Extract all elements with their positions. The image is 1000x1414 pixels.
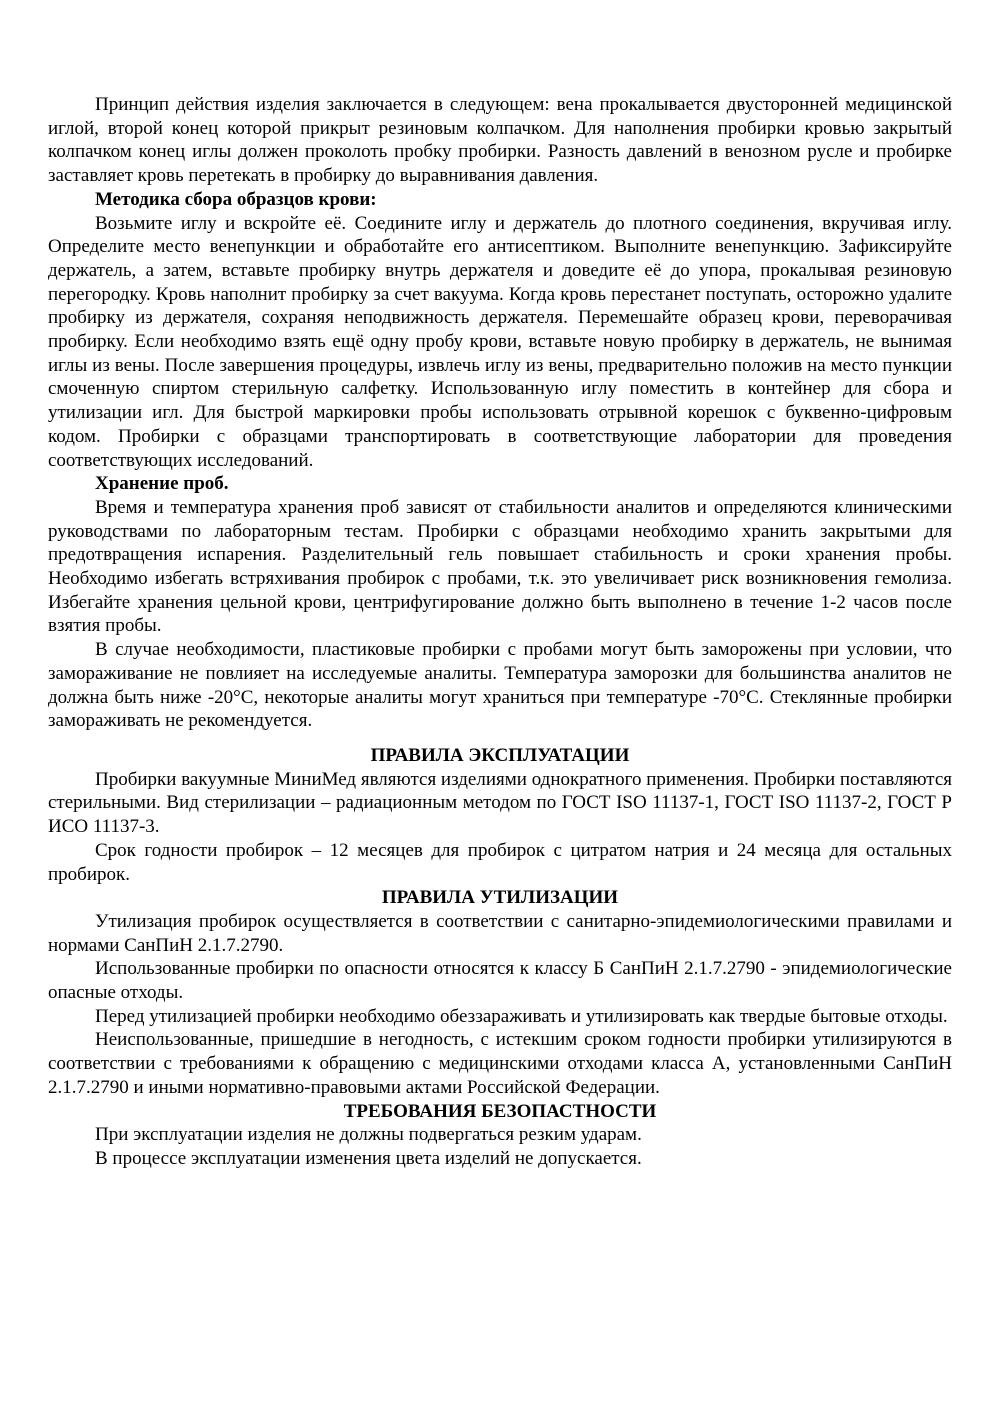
paragraph-single-use-sterilization: Пробирки вакуумные МиниМед являются изделиями однократного применения. Пробирки поставляются стерильными. Вид стерилизации – радиационным методом по ГОСТ ISO 11137-1, ГОСТ ISO 11137-2, ГОСТ Р ИСО 11137-3. [48,768,953,838]
paragraph-shelf-life: Срок годности пробирок – 12 месяцев для пробирок с цитратом натрия и 24 месяца для остальных пробирок. [48,839,952,885]
paragraph-storage-conditions: Время и температура хранения проб зависят от стабильности аналитов и определяются клиническими руководствами по лабораторным тестам. Пробирки с образцами необходимо хранить закрытыми для предотвращения испарения. Разделительный гель повышает стабильность и сроки хранения пробы. Необходимо избегать встряхивания пробирок с пробами, т.к. это увеличивает риск возникновения гемолиза. Избегайте хранения цельной крови, центрифугирование должно быть выполнено в течение 1-2 часов после взятия пробы. [48,496,952,637]
paragraph-no-sharp-impacts: При эксплуатации изделия не должны подвергаться резким ударам. [95,1124,642,1146]
heading-blood-sampling-method: Методика сбора образцов крови: [95,188,377,210]
heading-disposal-rules: ПРАВИЛА УТИЛИЗАЦИИ [381,887,619,909]
paragraph-freezing-conditions: В случае необходимости, пластиковые пробирки с пробами могут быть заморожены при условии, что замораживание не повлияет на исследуемые аналиты. Температура заморозки для большинства аналитов не должна быть ниже -20°С, некоторые аналиты могут храниться при температуре -70°С. Стеклянные пробирки замораживать не рекомендуется. [48,639,952,732]
paragraph-operating-principle: Принцип действия изделия заключается в следующем: вена прокалывается двусторонней медицинской иглой, второй конец которой прикрыт резиновым колпачком. Для наполнения пробирки кровью закрытый колпачком конец иглы должен проколоть пробку пробирки. Разность давлений в венозном русле и пробирке заставляет кровь перетекать в пробирку до выравнивания давления. [48,94,952,187]
paragraph-disinfection-before-disposal: Перед утилизацией пробирки необходимо обеззараживать и утилизировать как твердые бытовые отходы. [95,1005,948,1027]
paragraph-no-color-change: В процессе эксплуатации изменения цвета изделий не допускается. [95,1147,642,1169]
paragraph-disposal-sanpin: Утилизация пробирок осуществляется в соответствии с санитарно-эпидемиологическими правилами и нормами СанПиН 2.1.7.2790. [48,910,952,956]
paragraph-sampling-procedure: Возьмите иглу и вскройте её. Соедините иглу и держатель до плотного соединения, вкручивая иглу. Определите место венепункции и обработайте его антисептиком. Выполните венепункцию. Зафиксируйте держатель, а затем, вставьте пробирку внутрь держателя и доведите её до упора, прокалывая резиновую перегородку. Кровь наполнит пробирку за счет вакуума. Когда кровь перестанет поступать, осторожно удалите пробирку из держателя, сохраняя неподвижность держателя. Перемешайте образец крови, переворачивая пробирку. Если необходимо взять ещё одну пробу крови, вставьте новую пробирку в держатель, не вынимая иглы из вены. После завершения процедуры, извлечь иглу из вены, предварительно положив на место пункции смоченную спиртом стерильную салфетку. Использованную иглу поместить в контейнер для сбора и утилизации игл. Для быстрой маркировки пробы использовать отрывной корешок с буквенно-цифровым кодом. Пробирки с образцами транспортировать в соответствующие лаборатории для проведения соответствующих исследований. [48,212,952,471]
heading-operation-rules: ПРАВИЛА ЭКСПЛУАТАЦИИ [370,744,630,766]
heading-safety-requirements: ТРЕБОВАНИЯ БЕЗОПАСТНОСТИ [343,1100,657,1122]
paragraph-used-tubes-class-b: Использованные пробирки по опасности относятся к классу Б СанПиН 2.1.7.2790 - эпидемиологические опасные отходы. [48,958,952,1004]
paragraph-unused-tubes-class-a: Неиспользованные, пришедшие в негодность, с истекшим сроком годности пробирки утилизируются в соответствии с требованиями к обращению с медицинскими отходами класса А, установленными СанПиН 2.1.7.2790 и иными нормативно-правовыми актами Российской Федерации. [48,1029,952,1098]
heading-sample-storage: Хранение проб. [95,473,229,495]
